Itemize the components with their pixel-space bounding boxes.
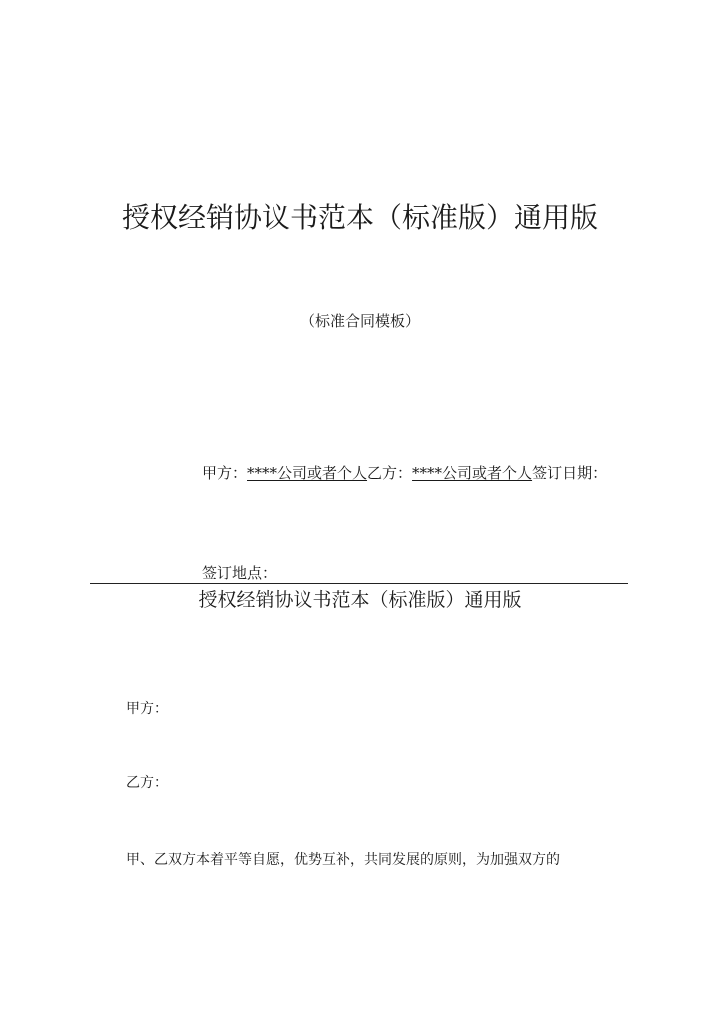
sign-place-label: 签订地点： (202, 564, 278, 582)
party-a-value: ****公司或者个人 (247, 464, 368, 482)
page-divider (90, 583, 628, 584)
party-a-label: 甲方： (202, 464, 248, 482)
document-title: 授权经销协议书范本（标准版）通用版 (121, 201, 598, 234)
sign-date-label: 签订日期： (532, 464, 608, 482)
party-b-label: 乙方： (367, 464, 413, 482)
page2-party-b-label: 乙方： (126, 775, 168, 791)
document-subtitle: （标准合同模板） (299, 312, 420, 330)
party-b-value: ****公司或者个人 (412, 464, 533, 482)
page2-party-a-label: 甲方： (126, 701, 168, 717)
page2-title: 授权经销协议书范本（标准版）通用版 (198, 589, 522, 611)
cover-parties-block (202, 462, 622, 485)
body-paragraph: 甲、乙双方本着平等自愿，优势互补，共同发展的原则，为加强双方的 (126, 852, 560, 868)
